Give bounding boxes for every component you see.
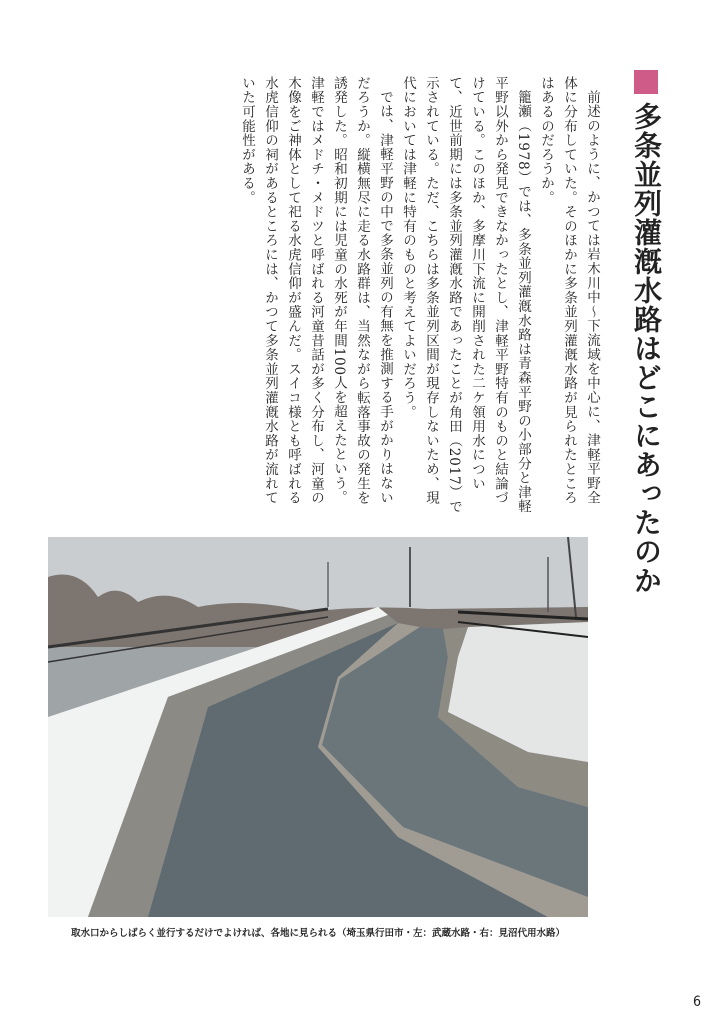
paragraph-2: 籠瀬（1978）では、多条並列灌漑水路は青森平野の小部分と津軽平野以外から発見できなかったとし、津軽平野特有のものと結論づけている。このほか、多摩川下流に開削された二ケ領用水について、近世前期には多条並列灌漑水路であったことが角田（2017）で示されている。ただ、こちらは多条並列区間が現存しないため、現代においては津軽に特有のものと考えてよいだろう。 xyxy=(400,76,531,514)
canal-photo xyxy=(48,537,588,917)
page-title: 多条並列灌漑水路はどこにあったのか xyxy=(630,102,663,595)
heading-marker xyxy=(634,70,658,94)
page-number: 6 xyxy=(692,994,701,1010)
paragraph-3: では、津軽平野の中で多条並列の有無を推測する手がかりはないだろうか。縦横無尽に走る水路群は、当然ながら転落事故の発生を誘発した。昭和初期には児童の水死が年間100人を超えたという。津軽ではメドチ・メドツと呼ばれる河童昔話が多く分布し、河童の木像をご神体として祀る水虎信仰が盛んだ。スイコ様とも呼ばれる水虎信仰の祠があるところには、かつて多条並列灌漑水路が流れていた可能性がある。 xyxy=(239,76,393,505)
body-text xyxy=(235,76,603,516)
canal-illustration xyxy=(48,537,588,917)
photo-caption: 取水口からしばらく並行するだけでよければ、各地に見られる（埼玉県行田市・左：武蔵水路・右：見沼代用水路） xyxy=(70,928,565,939)
paragraph-1: 前述のように、かつては岩木川中～下流域を中心に、津軽平野全体に分布していた。そのほかに多条並列灌漑水路が見られたところはあるのだろうか。 xyxy=(538,76,600,505)
section-heading xyxy=(626,70,666,595)
